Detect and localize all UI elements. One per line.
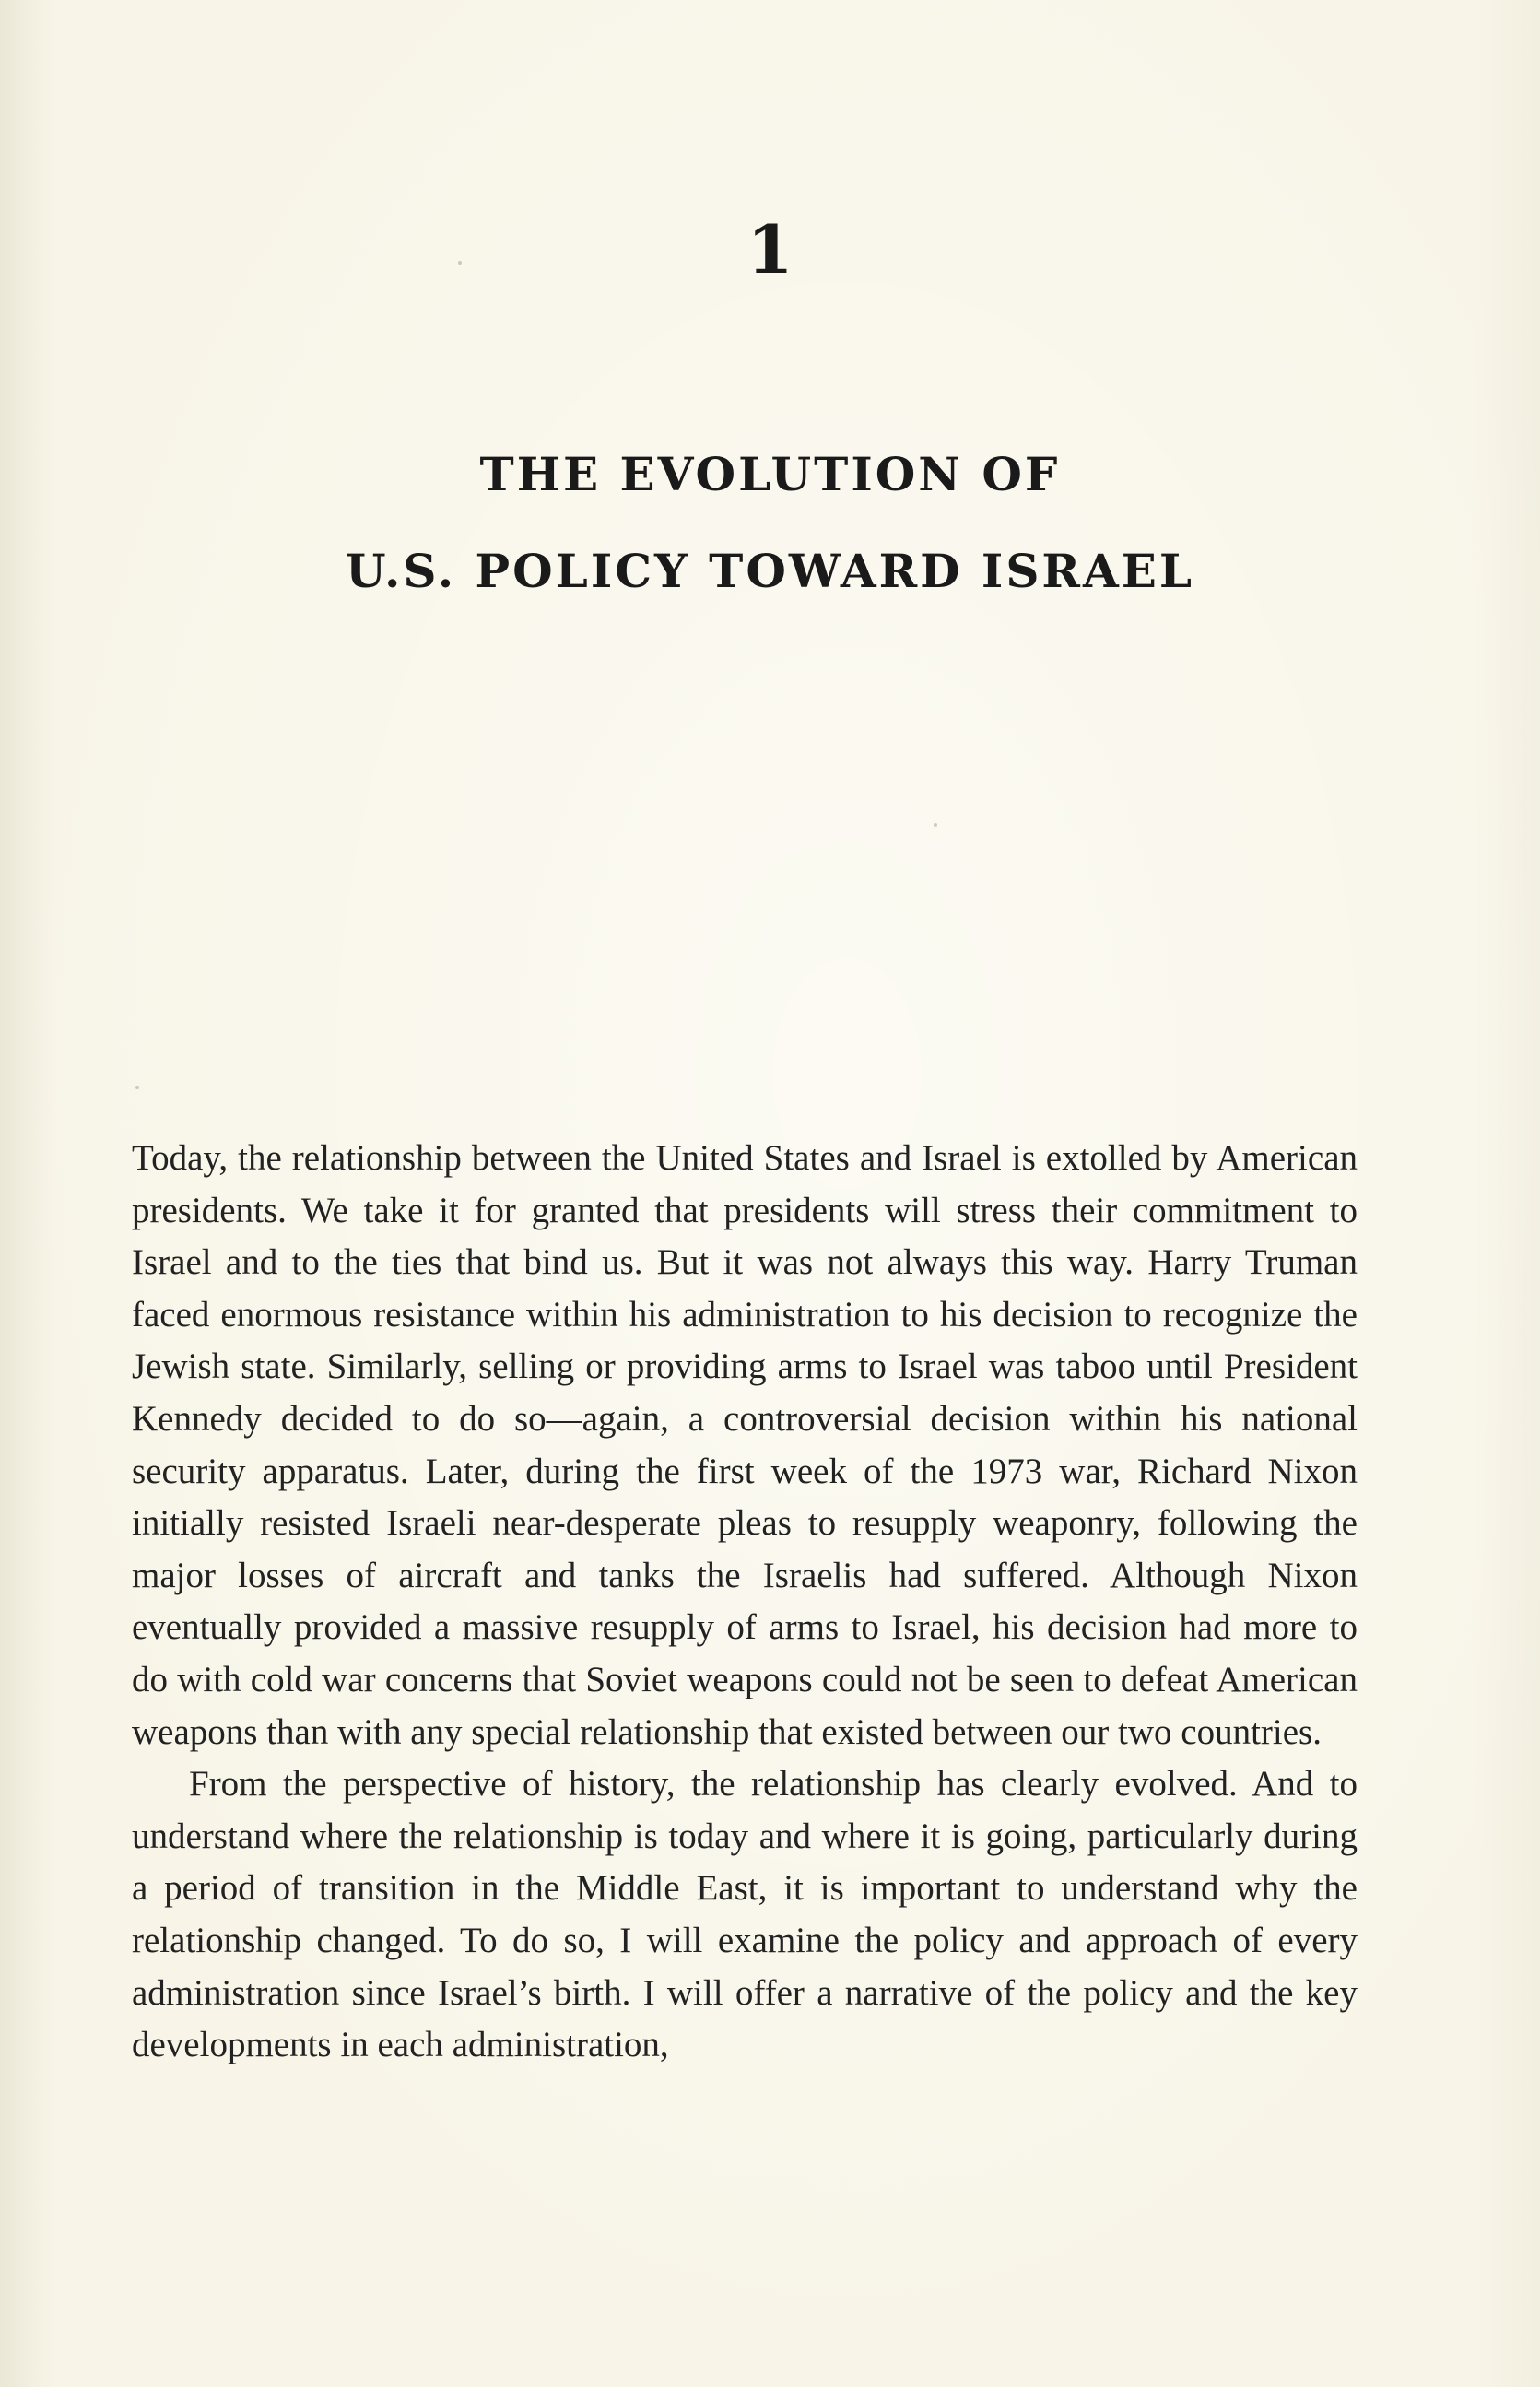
chapter-number: 1 [746, 210, 794, 288]
paper-speck [934, 823, 937, 827]
chapter-title-line-2: U.S. POLICY TOWARD ISRAEL [345, 544, 1195, 598]
paragraph-1: Today, the relationship between the United States and Israel is extolled by American presidents. We take it for granted that presidents will stress their commitment to Israel and to the ties that bind us. But it was not always this way. Harry Truman faced enormous resistance within his administration to his decision to recognize the Jewish state. Similarly, selling or providing arms to Israel was taboo until President Kennedy decided to do so—again, a controversial decision within his national security apparatus. Later, during the first week of the 1973 war, Richard Nixon initially resisted Israeli near-desperate pleas to resupply weaponry, following the major losses of aircraft and tanks the Israelis had suffered. Although Nixon eventually provided a massive resupply of arms to Israel, his decision had more to do with cold war concerns that Soviet weapons could not be seen to defeat American weapons than with any special relationship that existed between our two countries. [132, 1138, 1358, 1752]
chapter-title-line-1: THE EVOLUTION OF [479, 447, 1061, 501]
paper-speck [135, 1086, 139, 1089]
body-text [132, 1133, 1358, 2072]
paragraph-2: From the perspective of history, the relationship has clearly evolved. And to understand where the relationship is today and where it is going, particularly during a period of transition in the Middle East, it is important to understand why the relationship changed. To do so, I will examine the policy and approach of every administration since Israel’s birth. I will offer a narrative of the policy and the key developments in each administration, [132, 1764, 1358, 2065]
